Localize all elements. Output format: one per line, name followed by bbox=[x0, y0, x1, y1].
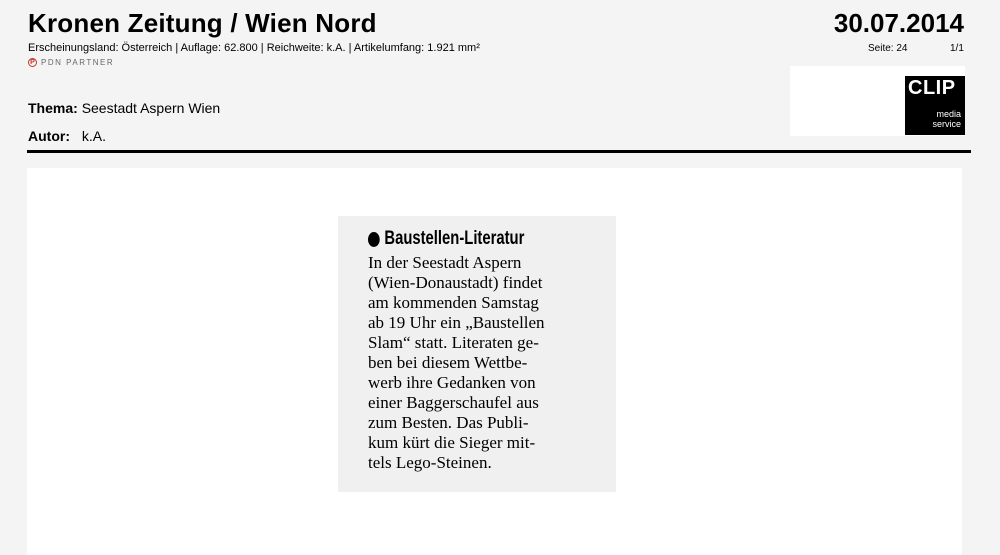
publication-date: 30.07.2014 bbox=[833, 8, 964, 38]
article-line: tels Lego-Steinen. bbox=[368, 453, 492, 472]
article-body bbox=[368, 253, 586, 473]
logo-sub-service: service bbox=[932, 119, 961, 129]
page-count: 1/1 bbox=[950, 43, 964, 54]
article-headline-text: Baustellen-Literatur bbox=[384, 228, 525, 249]
clipping-page bbox=[27, 168, 962, 555]
page-number: Seite: 24 bbox=[868, 43, 908, 54]
publication-meta: Erscheinungsland: Österreich | Auflage: 62.800 | Reichweite: k.A. | Artikelumfang: 1.921 mm² bbox=[28, 42, 480, 54]
article-line: In der Seestadt Aspern bbox=[368, 253, 522, 272]
logo-area bbox=[790, 66, 965, 136]
pdn-partner bbox=[28, 58, 114, 67]
article-line: ab 19 Uhr ein „Baustellen bbox=[368, 313, 545, 332]
pdn-partner-icon: P bbox=[28, 58, 37, 67]
logo-sub-text bbox=[932, 109, 961, 129]
article-line: am kommenden Samstag bbox=[368, 293, 539, 312]
article-headline bbox=[368, 228, 538, 250]
article bbox=[368, 228, 586, 486]
clip-media-service-logo bbox=[905, 76, 965, 135]
clipping-header bbox=[0, 0, 1000, 150]
article-line: werb ihre Gedanken von bbox=[368, 373, 536, 392]
header-divider bbox=[27, 150, 971, 153]
publication-title: Kronen Zeitung / Wien Nord bbox=[28, 8, 377, 38]
article-clipping bbox=[338, 216, 616, 492]
topic-label: Thema: bbox=[28, 100, 78, 116]
topic-value: Seestadt Aspern Wien bbox=[81, 100, 221, 116]
topic-line bbox=[28, 100, 220, 116]
author-line bbox=[28, 128, 106, 144]
bullet-icon bbox=[368, 232, 380, 247]
article-line: einer Baggerschaufel aus bbox=[368, 393, 539, 412]
logo-sub-media: media bbox=[936, 109, 961, 119]
article-line: (Wien-Donaustadt) findet bbox=[368, 273, 543, 292]
article-line: kum kürt die Sieger mit- bbox=[368, 433, 536, 452]
pdn-partner-label: PDN PARTNER bbox=[41, 58, 115, 67]
logo-main-text: CLIP bbox=[908, 77, 956, 99]
author-label: Autor: bbox=[28, 128, 70, 144]
article-line: Slam“ statt. Literaten ge- bbox=[368, 333, 539, 352]
article-line: ben bei diesem Wettbe- bbox=[368, 353, 528, 372]
article-line: zum Besten. Das Publi- bbox=[368, 413, 529, 432]
author-value: k.A. bbox=[81, 128, 107, 144]
